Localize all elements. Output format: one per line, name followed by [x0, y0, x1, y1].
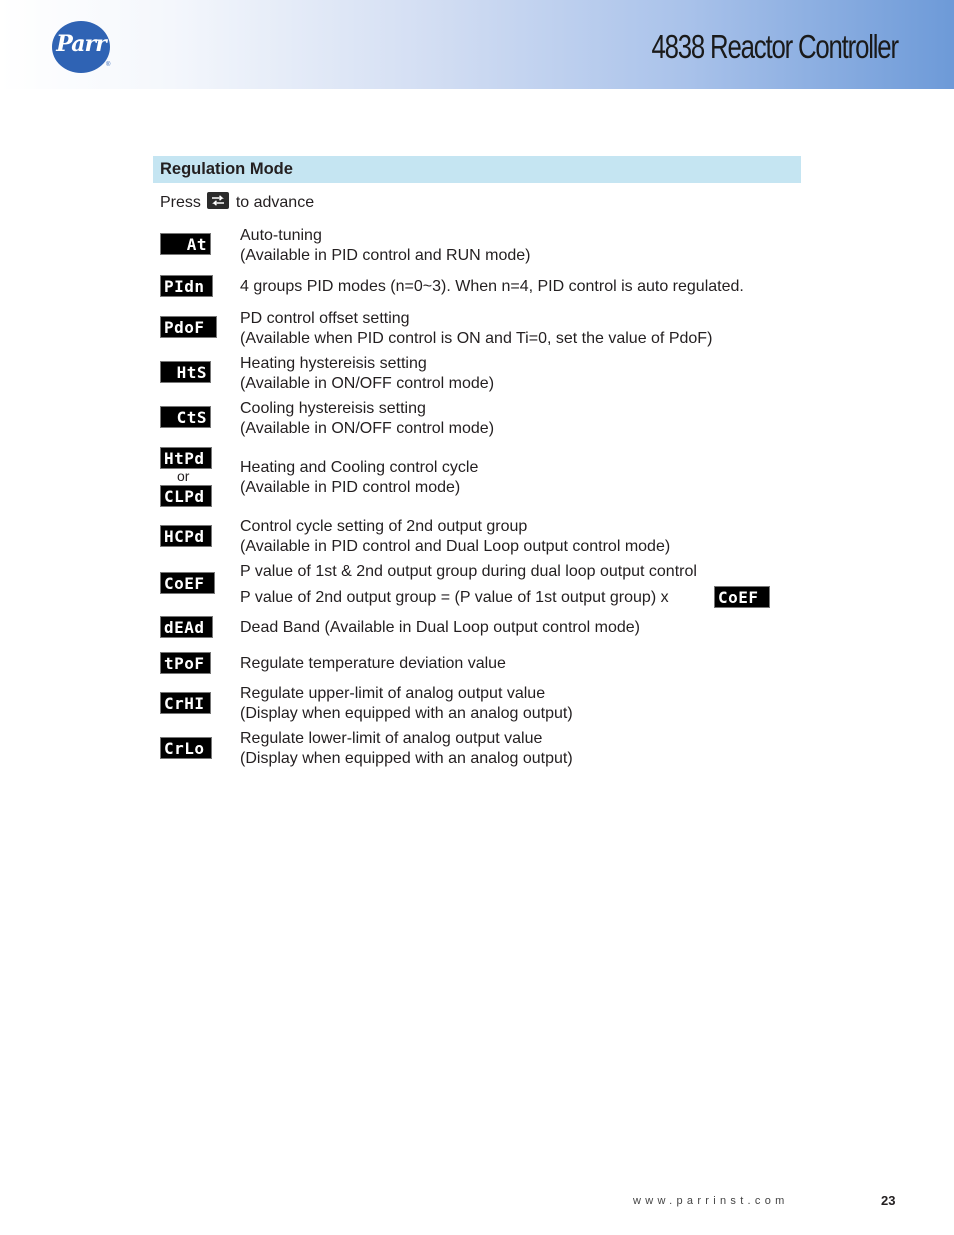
section-header — [153, 156, 801, 183]
item-note: (Available in PID control and Dual Loop output control mode) — [240, 537, 671, 555]
item-note: (Available when PID control is ON and Ti=0, set the value of PdoF) — [240, 329, 713, 347]
item-note: (Available in PID control mode) — [240, 478, 461, 496]
item-note: (Available in PID control and RUN mode) — [240, 246, 531, 264]
lcd-code-hcpd: HCPd — [160, 525, 212, 547]
formula-text: P value of 2nd output group = (P value of 1st output group) x — [240, 589, 669, 606]
item-title: Heating and Cooling control cycle — [240, 459, 479, 476]
item-description — [240, 277, 744, 297]
lcd-code-coef: CoEF — [160, 572, 215, 594]
item-description — [240, 654, 506, 674]
item-title: 4 groups PID modes (n=0~3). When n=4, PID control is auto regulated. — [240, 278, 744, 295]
parr-logo — [52, 21, 110, 73]
press-text: Press — [160, 194, 201, 211]
page-number: 23 — [881, 1193, 896, 1208]
advance-text: to advance — [235, 194, 315, 211]
item-title: Heating hystereisis setting — [240, 355, 427, 372]
lcd-code-crhi: CrHI — [160, 692, 211, 714]
item-description — [240, 309, 712, 348]
item-note: (Available in ON/OFF control mode) — [240, 374, 495, 392]
item-note: (Display when equipped with an analog output) — [240, 704, 573, 722]
item-title: Regulate temperature deviation value — [240, 655, 506, 672]
page-header — [0, 0, 954, 89]
item-formula — [240, 588, 669, 608]
item-title: Cooling hystereisis setting — [240, 400, 426, 417]
registered-mark: ® — [106, 62, 111, 68]
press-instruction — [160, 192, 314, 212]
item-description — [240, 729, 573, 768]
lcd-code-tpof: tPoF — [160, 652, 211, 674]
lcd-code-crlo: CrLo — [160, 737, 212, 759]
item-title: P value of 1st & 2nd output group during dual loop output control — [240, 563, 697, 580]
item-title: Auto-tuning — [240, 227, 322, 244]
lcd-code-dead: dEAd — [160, 616, 213, 638]
item-description — [240, 618, 640, 638]
item-description — [240, 684, 573, 723]
item-description — [240, 517, 670, 556]
lcd-code-htpd: HtPd — [160, 447, 212, 469]
lcd-code-coef-inline: CoEF — [714, 586, 770, 608]
item-title: Dead Band (Available in Dual Loop output control mode) — [240, 619, 640, 636]
item-description — [240, 226, 531, 265]
item-note: (Display when equipped with an analog output) — [240, 749, 573, 767]
lcd-code-pdof: PdoF — [160, 316, 217, 338]
section-title: Regulation Mode — [160, 160, 293, 178]
item-description — [240, 562, 697, 582]
item-title: PD control offset setting — [240, 310, 410, 327]
logo-text: Parr — [56, 31, 106, 57]
lcd-code-pidn: PIdn — [160, 275, 213, 297]
lcd-code-clpd: CLPd — [160, 485, 212, 507]
or-separator: or — [177, 468, 190, 484]
item-description — [240, 458, 478, 497]
item-title: Regulate lower-limit of analog output value — [240, 730, 543, 747]
item-description — [240, 399, 494, 438]
item-title: Control cycle setting of 2nd output group — [240, 518, 528, 535]
lcd-code-cts: CtS — [160, 406, 211, 428]
item-note: (Available in ON/OFF control mode) — [240, 419, 495, 437]
item-description — [240, 354, 494, 393]
footer-website: www.parrinst.com — [633, 1195, 789, 1207]
lcd-code-at: At — [160, 233, 211, 255]
enter-key-icon — [207, 192, 229, 209]
lcd-code-hts: HtS — [160, 361, 211, 383]
item-title: Regulate upper-limit of analog output value — [240, 685, 546, 702]
document-title: 4838 Reactor Controller — [651, 28, 898, 65]
